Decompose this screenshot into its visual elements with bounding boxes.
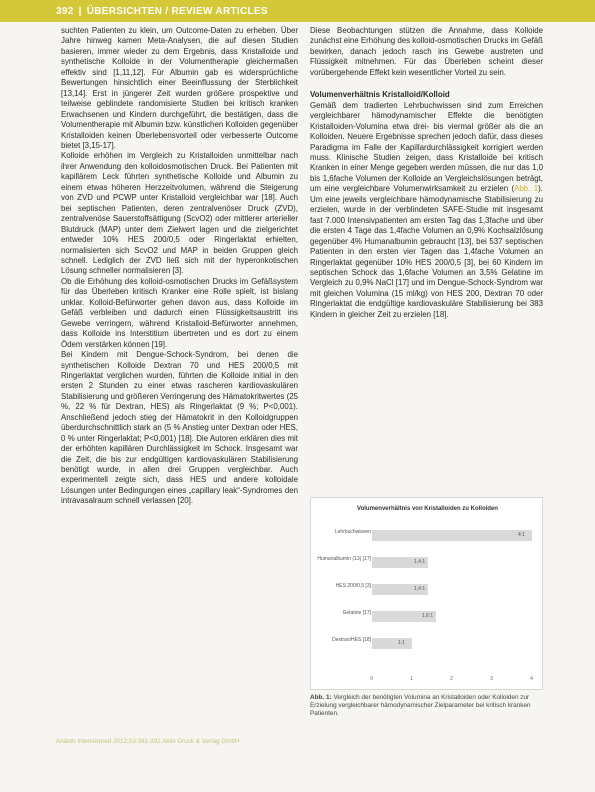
chart-data-label: 4:1 <box>518 532 525 538</box>
left-column <box>61 26 298 507</box>
caption-text: Vergleich der benötigten Volumina an Kristalloiden oder Kolloiden zur Erzielung vergleichbarer hämodynamischer Zielparameter bei kritisch kranken Patienten. <box>310 694 531 717</box>
chart-bar <box>372 638 412 649</box>
page-footer: Anästh Intensivmed 2012;53:381-392 Aktiv Druck & Verlag GmbH <box>56 738 240 745</box>
chart-category-label: Dextran/HES [18] <box>332 637 371 643</box>
chart-tick-label: 4 <box>530 676 534 682</box>
chart-data-label: 1,4:1 <box>414 559 426 565</box>
figure-chart <box>310 497 543 690</box>
chart-tick-label: 1 <box>410 676 414 682</box>
section-subheading: Volumenverhältnis Kristalloid/Kolloid <box>310 90 450 100</box>
left-paragraph-1: suchten Patienten zu klein, um Outcome-Daten zu erheben. Über Jahre hinweg kamen Meta-Analysen, die auf diesen Studien basieren, immer wieder zu dem Ergebnis, dass Kristalloide und synthetische Kolloide in der Volumentherapie gleichermaßen effektiv sind [1,11,12]. Für Albumin gab es widersprüchliche Bewertungen hinsichtlich einer Beeinflussung der Sterblichkeit [13,14]. Erst in jüngerer Zeit wurden größere prospektive und teilweise geblindete randomisierte Studien bei kritisch kranken Erwachsenen und Kindern durchgeführt, die bestätigen, dass die Volumentherapie mit Albumin bzw. künstlichen Kolloiden gegenüber Kristalloiden keinen Überlebensvorteil oder verbesserte Outcome bietet [3,15-17]. <box>61 26 298 150</box>
chart-title: Volumenverhältnis von Kristalloiden zu Kolloiden <box>357 506 498 512</box>
chart-tick-label: 3 <box>490 676 494 682</box>
page-header <box>0 0 595 22</box>
header-text: 392 | ÜBERSICHTEN / REVIEW ARTICLES <box>56 6 268 17</box>
chart-data-label: 1:1 <box>398 640 405 646</box>
page-number: 392 <box>56 6 74 17</box>
left-paragraph-4: Bei Kindern mit Dengue-Schock-Syndrom, bei denen die synthetischen Kolloide Dextran 70 und HES 200/0,5 mit Ringerlaktat verglichen wurden, führten die Kolloide initial in den ersten 2 Stunden zu einer etwas rascheren kardiovaskulären Stabilisierung und größeren Verringerung des Hämatokritwertes (25 %, 22 % für Dextran, HES) als Ringerlaktat (9 %; P<0,001). Anschließend jedoch stieg der Hämatokrit in den Kolloidgruppen überdurchschnittlich stark an (5 % Anstieg unter Dextran oder HES, 0 % unter Ringerlaktat; P<0,001) [18]. Die Autoren erklären dies mit der erhöhten kapillären Durchlässigkeit im Schock. Insgesamt war die Zeit, die bis zur endgültigen kardiovaskulären Stabilisierung benötigt wurde, in allen drei Gruppen vergleichbar. Auch experimentell zeigte sich, dass HES und andere kolloidale Lösungen unter Bedingungen eines „capillary leak“-Syndromes den intravasalraum schnell verlassen [20]. <box>61 350 298 506</box>
chart-category-label: HES 200/0,5 [3] <box>335 583 371 589</box>
left-paragraph-2: Kolloide erhöhen im Vergleich zu Kristalloiden unmittelbar nach ihrer Anwendung den kolloidosmotischen Druck. Bei Patienten mit kapillärem Leck führten synthetische Kolloide und Albumin zu einem etwas höheren Herzzeitvolumen, während die Steigerung von ZVD und PCWP unter Kristalloid vergleichbar war [18]. Auch bei septischen Patienten, deren zentralvenöser Druck (ZVD), zentralvenöse Sauerstoffsättigung (ScvO2) oder mittlerer arterieller Blutdruck (MAP) unter dem Zielwert lagen und die zielgerichtet entweder 10% HES 200/0,5 oder Ringerlaktat erhielten, normalisierten sich ScvO2 und MAP in beiden Gruppen gleich schnell. Lediglich der ZVD ließ sich mit der hyperonkotischen Lösung schneller normalisieren [3]. <box>61 151 298 276</box>
figure-caption <box>310 694 543 718</box>
chart-data-label: 1,4:1 <box>414 586 426 592</box>
right-paragraph-1: Diese Beobachtungen stützen die Annahme, dass Kolloide zunächst eine Erhöhung des kolloid-osmotischen Drucks im Gefäß bewirken, danach jedoch rasch ins Gewebe austreten und Flüssigkeit mitnehmen. Für das Überleben scheint dieser vorübergehende Effekt kein wesentlicher Vorteil zu sein. <box>310 26 543 77</box>
chart-category-label: Lehrbuchwissen <box>334 529 371 535</box>
chart-category-label: Gelatine [17] <box>342 610 371 616</box>
chart-category-label: Humanalbumin (13) [17] <box>317 556 371 562</box>
chart-bar <box>372 530 532 541</box>
section-title: ÜBERSICHTEN / REVIEW ARTICLES <box>86 6 268 17</box>
chart-data-label: 1,6:1 <box>422 613 434 619</box>
chart-tick-label: 2 <box>450 676 454 682</box>
right-column <box>310 26 543 320</box>
right-paragraph-2-part-b: ). Um eine jeweils vergleichbare hämodynamische Stabilisierung zu erzielen, wurde in der verblindeten SAFE-Studie mit insgesamt fast 7.000 Intensivpatienten am ersten Tag das 1,3fache und über die ersten 4 Tage das 1,4fache Volumen an 0,9% Kochsalzlösung gegenüber 4% Humanalbumin gebraucht [13], bei 537 septischen Patienten in den ersten vier Tagen das 1,4fache Volumen an Ringerlaktat gegenüber 10% HES 200/0,5 [3], bei 60 Kindern im septischen Schock das 1,6fache Volumen an 3,5% Gelatine im Vergleich zu 0,9% NaCl [17] und im Dengue-Schock-Syndrom war mit gleichen Volumina (15 ml/kg) von HES 200, Dextran 70 oder Ringerlaktat die endgültige kardiovaskuläre Stabilisierung bei 383 Kindern in gleicher Zeit zu erzielen [18]. <box>310 184 543 319</box>
chart-tick-label: 0 <box>370 676 374 682</box>
figure-reference-link[interactable]: Abb. 1 <box>514 184 539 194</box>
caption-label: Abb. 1: <box>310 694 332 701</box>
right-paragraph-2-part-a: Gemäß dem tradierten Lehrbuchwissen sind zum Erreichen vergleichbarer hämodynamischer Effekte die benötigten Kristalloiden-Volumina etwa drei- bis viermal größer als die an Kolloiden. Neuere Ergebnisse sprechen jedoch dafür, dass dieses Paradigma im Falle der Kapillardurchlässigkeit korrigiert werden muss. Klinische Studien zeigen, dass Kristalloide bei kritisch Kranken in einer Menge gegeben werden müssen, die nur das 1,0 bis 1,6fache Volumen der Kolloide an Vergleichslösungen beträgt, um eine vergleichbare Volumenwirksamkeit zu erzielen ( <box>310 100 543 194</box>
right-paragraph-2 <box>310 101 543 321</box>
left-paragraph-3: Ob die Erhöhung des kolloid-osmotischen Drucks im Gefäßsystem für das Überleben kritisch Kranker eine Rolle spielt, ist bislang unklar. Kolloid-Befürworter gehen davon aus, dass Kolloide im Gefäß verbleiben und dadurch einen Flüssigkeitsaustritt ins Gewebe verringern, während Kristalloid-Befürworter annehmen, dass Kolloide ins Interstitium übertreten und es dort zu einem Ödem verstärken können [19]. <box>61 276 298 349</box>
